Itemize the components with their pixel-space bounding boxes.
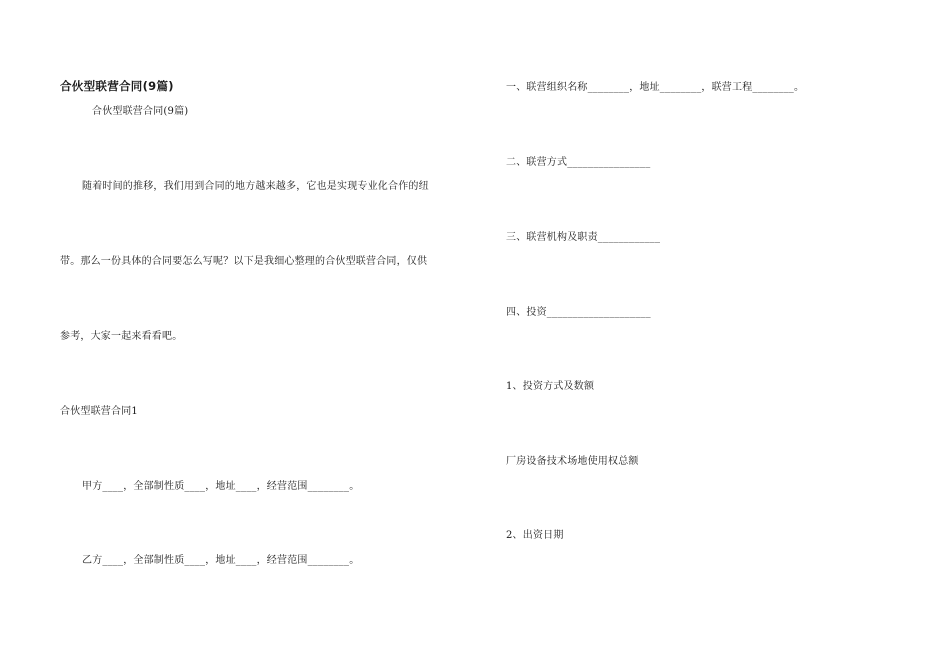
intro-paragraph-line-3: 参考，大家一起来看看吧。 [60,331,183,342]
clause-organization-duties: 三、联营机构及职责____________ [506,232,661,243]
party-a-clause: 甲方____，全部制性质____，地址____，经营范围________。 [82,481,360,492]
party-b-clause: 乙方____，全部制性质____，地址____，经营范围________。 [82,555,360,566]
document-subtitle: 合伙型联营合同(9篇) [92,106,189,117]
intro-paragraph-line-1: 随着时间的推移，我们用到合同的地方越来越多，它也是实现专业化合作的纽 [82,181,429,192]
intro-paragraph-line-2: 带。那么一份具体的合同要怎么写呢？以下是我细心整理的合伙型联营合同，仅供 [60,256,428,267]
contract-section-heading: 合伙型联营合同1 [60,406,138,417]
document-title: 合伙型联营合同(9篇) [60,79,174,93]
clause-organization-name: 一、联营组织名称________，地址________，联营工程________。 [506,82,805,93]
clause-asset-total: 厂房设备技术场地使用权总额 [506,456,639,467]
clause-investment: 四、投资____________________ [506,307,651,318]
clause-investment-method: 1、投资方式及数额 [506,381,595,392]
clause-joint-venture-mode: 二、联营方式________________ [506,157,651,168]
clause-contribution-date: 2、出资日期 [506,530,564,541]
